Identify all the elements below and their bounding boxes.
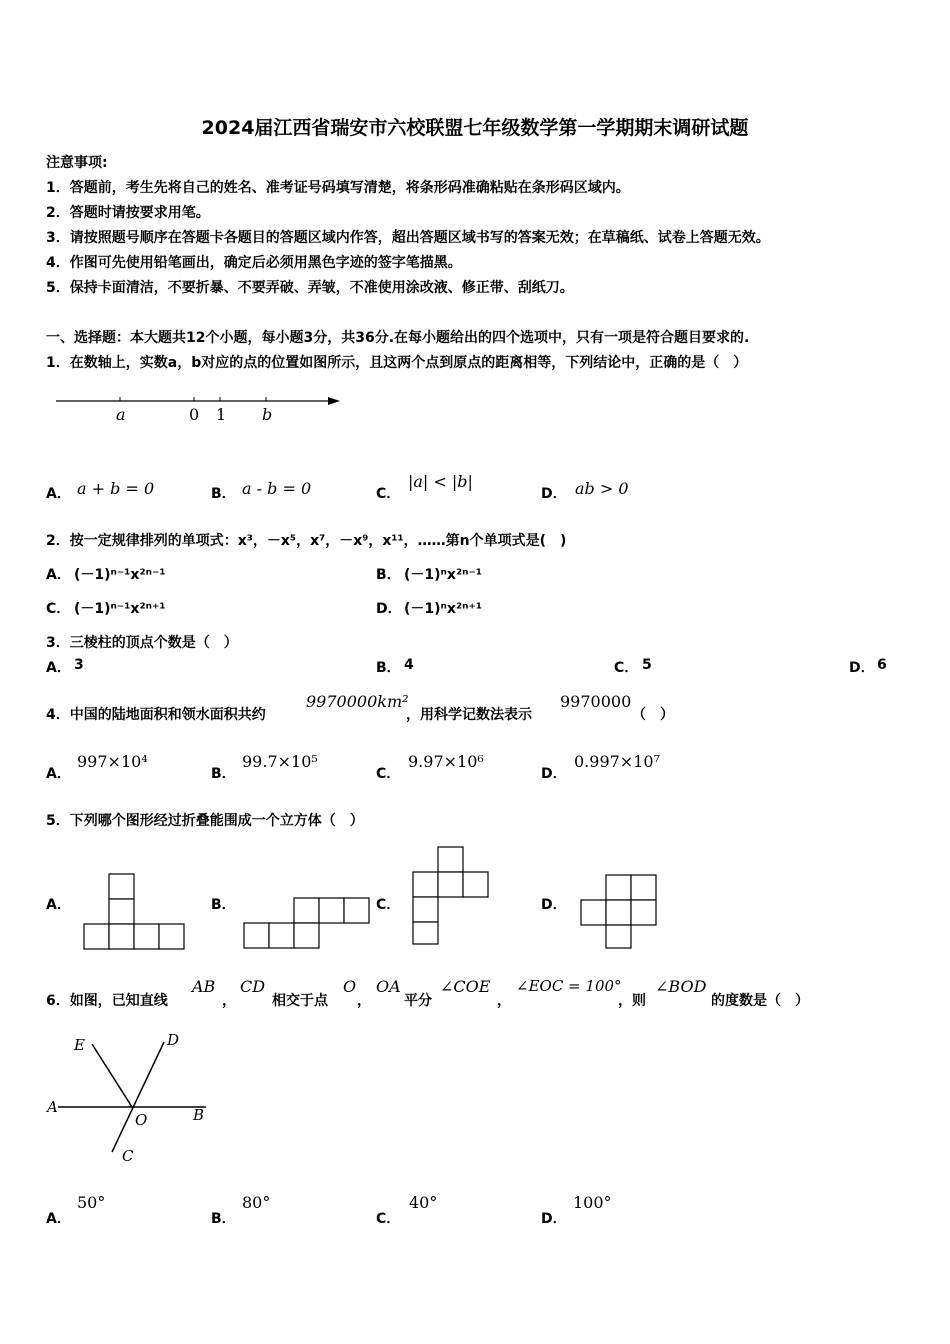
q3-option-b-label: B． <box>376 660 401 676</box>
q5-net-d[interactable] <box>578 872 662 952</box>
q6-line-cd: CD <box>240 977 266 996</box>
fig-label-e: E <box>74 1036 85 1054</box>
q3-option-a[interactable]: 3 <box>74 657 84 673</box>
q6-option-a[interactable]: 50° <box>77 1193 106 1212</box>
q6-text-c: 平分 <box>404 993 432 1009</box>
q4-option-c[interactable]: 9.97×10⁶ <box>408 752 484 771</box>
q5-option-b-label: B． <box>211 897 236 913</box>
q1-option-c-label: C． <box>376 486 401 502</box>
note-item: 2．答题时请按要求用笔。 <box>46 205 210 221</box>
notes-heading: 注意事项: <box>46 155 108 171</box>
question-2-text: 2．按一定规律排列的单项式：x³，－x⁵，x⁷，－x⁹，x¹¹，……第n个单项式是( ) <box>46 533 567 549</box>
q6-option-c[interactable]: 40° <box>409 1193 438 1212</box>
q6-option-a-label: A． <box>46 1211 71 1227</box>
q3-option-a-label: A． <box>46 660 71 676</box>
q4-option-c-label: C． <box>376 766 401 782</box>
fig-label-o: O <box>135 1111 148 1129</box>
q6-ray-oa: OA <box>376 977 401 996</box>
q2-option-b-label: B． <box>376 567 401 583</box>
q5-option-d-label: D． <box>541 897 567 913</box>
q3-option-d-label: D． <box>849 660 875 676</box>
q6-sep: ， <box>497 993 511 1009</box>
q6-intersecting-lines-figure <box>40 1028 220 1168</box>
q6-angle-eoc: ∠EOC = 100° <box>516 977 622 995</box>
q5-net-c[interactable] <box>408 843 494 949</box>
q3-option-b[interactable]: 4 <box>404 657 414 673</box>
q6-option-d-label: D． <box>541 1211 567 1227</box>
q6-option-d[interactable]: 100° <box>573 1193 612 1212</box>
q5-option-c-label: C． <box>376 897 401 913</box>
q4-option-a[interactable]: 997×10⁴ <box>77 752 148 771</box>
q6-sep: ， <box>222 993 236 1009</box>
q6-option-c-label: C． <box>376 1211 401 1227</box>
q4-option-d-label: D． <box>541 766 567 782</box>
q1-option-a-label: A． <box>46 486 71 502</box>
q2-option-c-label: C． <box>46 601 71 617</box>
question-4-text-c: （ ） <box>632 707 674 723</box>
number-line-figure <box>50 388 350 428</box>
q2-option-d[interactable]: (－1)ⁿx²ⁿ⁺¹ <box>404 601 482 617</box>
axis-label-b: b <box>262 405 273 424</box>
q2-option-a[interactable]: (－1)ⁿ⁻¹x²ⁿ⁻¹ <box>74 567 166 583</box>
q2-option-b[interactable]: (－1)ⁿx²ⁿ⁻¹ <box>404 567 482 583</box>
q1-option-b-label: B． <box>211 486 236 502</box>
q6-point-o: O <box>343 977 357 996</box>
q4-area: 9970000km² <box>306 692 409 711</box>
question-3-text: 3．三棱柱的顶点个数是（ ） <box>46 635 238 651</box>
section-heading: 一、选择题：本大题共12个小题，每小题3分，共36分.在每小题给出的四个选项中，只有一项是符合题目要求的. <box>46 330 750 346</box>
q1-option-a[interactable]: a + b = 0 <box>77 479 155 498</box>
q5-net-a[interactable] <box>80 870 190 952</box>
q5-net-b[interactable] <box>242 894 374 952</box>
question-5-text: 5．下列哪个图形经过折叠能围成一个立方体（ ） <box>46 813 364 829</box>
q6-option-b[interactable]: 80° <box>242 1193 271 1212</box>
page-title: 2024届江西省瑞安市六校联盟七年级数学第一学期期末调研试题 <box>201 117 749 139</box>
q6-text-d: ，则 <box>618 993 646 1009</box>
q2-option-c[interactable]: (－1)ⁿ⁻¹x²ⁿ⁺¹ <box>74 601 166 617</box>
q1-option-c[interactable]: |a| < |b| <box>408 472 473 491</box>
fig-label-a: A <box>47 1098 58 1116</box>
axis-label-a: a <box>116 405 126 424</box>
question-4-text-b: ，用科学记数法表示 <box>406 707 532 723</box>
question-4-text: 4．中国的陆地面积和领水面积共约 <box>46 707 266 723</box>
axis-label-0: 0 <box>189 405 200 424</box>
note-item: 5．保持卡面清洁，不要折暴、不要弄破、弄皱，不准使用涂改液、修正带、刮纸刀。 <box>46 280 574 296</box>
fig-label-b: B <box>193 1106 205 1124</box>
q3-option-c[interactable]: 5 <box>642 657 652 673</box>
q6-option-b-label: B． <box>211 1211 236 1227</box>
q1-option-b[interactable]: a - b = 0 <box>242 479 312 498</box>
q6-text-e: 的度数是（ ） <box>711 993 809 1009</box>
q5-option-a-label: A． <box>46 897 71 913</box>
q3-option-c-label: C． <box>614 660 639 676</box>
note-item: 4．作图可先使用铅笔画出，确定后必须用黑色字迹的签字笔描黑。 <box>46 255 462 271</box>
q2-option-d-label: D． <box>376 601 402 617</box>
q4-option-d[interactable]: 0.997×10⁷ <box>574 752 660 771</box>
question-1-text: 1．在数轴上，实数a，b对应的点的位置如图所示，且这两个点到原点的距离相等，下列结论中，正确的是（ ） <box>46 355 748 371</box>
q4-number: 9970000 <box>560 692 632 711</box>
axis-label-1: 1 <box>216 405 227 424</box>
q6-angle-coe: ∠COE <box>440 977 491 996</box>
q6-angle-bod: ∠BOD <box>655 977 707 996</box>
fig-label-c: C <box>122 1147 134 1165</box>
question-6-text: 6．如图，已知直线 <box>46 993 168 1009</box>
note-item: 1．答题前，考生先将自己的姓名、准考证号码填写清楚，将条形码准确粘贴在条形码区域内。 <box>46 180 630 196</box>
q4-option-a-label: A． <box>46 766 71 782</box>
q6-line-ab: AB <box>192 977 216 996</box>
q1-option-d-label: D． <box>541 486 567 502</box>
fig-label-d: D <box>167 1031 180 1049</box>
q4-option-b-label: B． <box>211 766 236 782</box>
q2-option-a-label: A． <box>46 567 71 583</box>
q6-sep: ， <box>357 993 371 1009</box>
note-item: 3．请按照题号顺序在答题卡各题目的答题区域内作答，超出答题区域书写的答案无效；在草稿纸、试卷上答题无效。 <box>46 230 770 246</box>
q1-option-d[interactable]: ab > 0 <box>575 479 629 498</box>
q6-text-b: 相交于点 <box>272 993 328 1009</box>
q4-option-b[interactable]: 99.7×10⁵ <box>242 752 318 771</box>
q3-option-d[interactable]: 6 <box>877 657 887 673</box>
